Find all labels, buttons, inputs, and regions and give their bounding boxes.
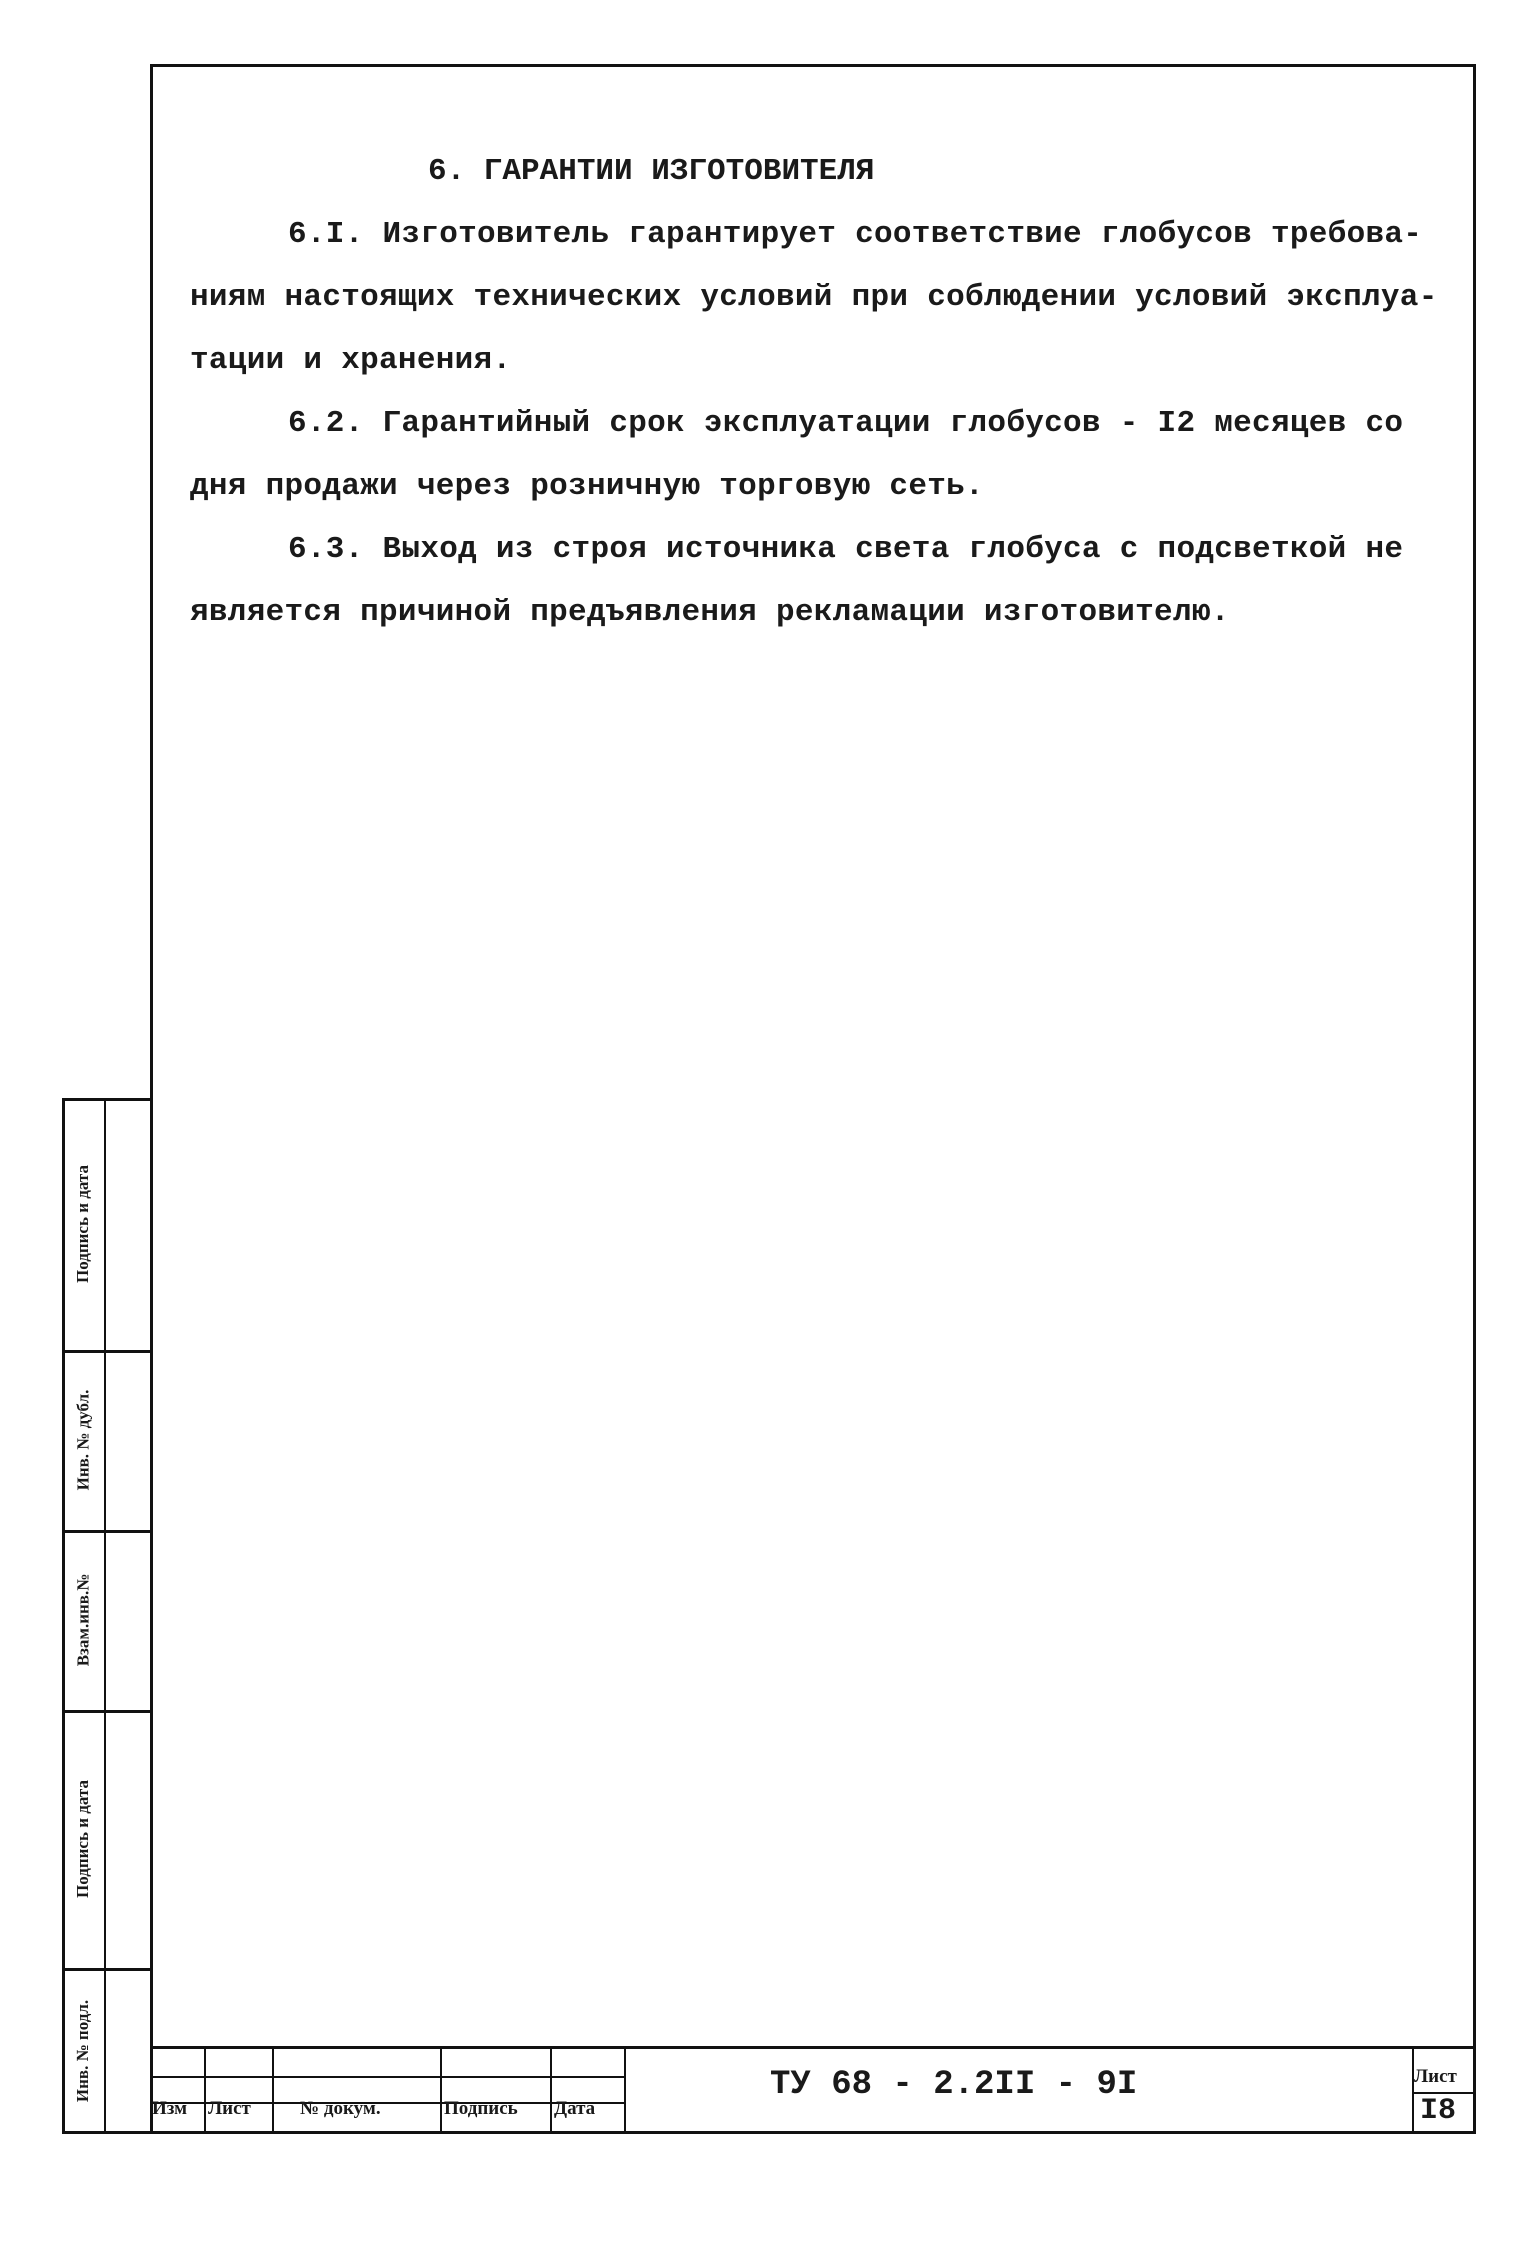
paragraph-line: 6.I. Изготовитель гарантирует соответствие глобусов требова- [288,217,1423,252]
column-label: Подпись [444,2098,518,2119]
side-stamp-label: Инв. № дубл. [73,1389,92,1491]
column-label: Изм [152,2098,188,2119]
side-stamp-label: Инв. № подл. [73,1999,93,2103]
side-stamp-label: Взам.инв.№ [73,1573,93,1667]
sheet-label: Лист [1414,2066,1457,2087]
column-label: Лист [208,2098,251,2119]
paragraph-line: ниям настоящих технических условий при соблюдении условий эксплуа- [190,280,1438,315]
paragraph-line: тации и хранения. [190,343,512,378]
paragraph-line: 6.2. Гарантийный срок эксплуатации глобусов - I2 месяцев со [288,406,1404,441]
column-label: № докум. [300,2098,381,2119]
column-label: Дата [554,2098,596,2119]
side-stamp-label: Подпись и дата [73,1780,93,1898]
sheet-number: I8 [1420,2094,1457,2128]
side-stamp-label: Подпись и дата [73,1165,93,1283]
section-heading: 6. ГАРАНТИИ ИЗГОТОВИТЕЛЯ [428,154,875,189]
paragraph-line: 6.3. Выход из строя источника света глобуса с подсветкой не [288,532,1404,567]
side-stamp [62,1098,150,2134]
paragraph-line: является причиной предъявления рекламации изготовителю. [190,595,1230,630]
document-number: ТУ 68 - 2.2II - 9I [770,2066,1138,2104]
title-block [150,2046,1476,2134]
paragraph-line: дня продажи через розничную торговую сеть. [190,469,984,504]
document-body [190,203,1440,644]
